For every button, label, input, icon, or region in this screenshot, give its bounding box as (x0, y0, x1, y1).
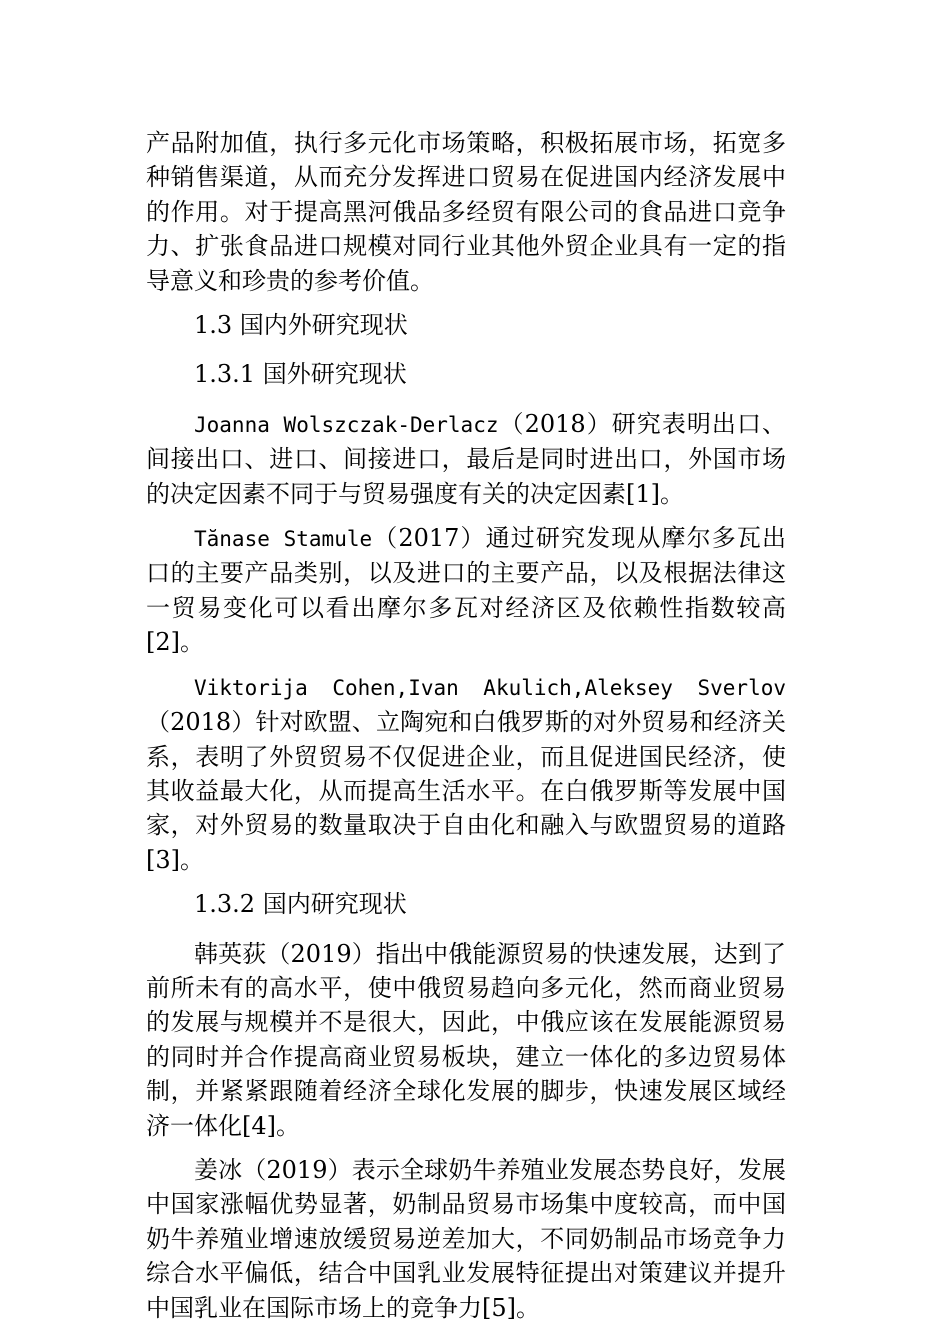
domestic-paragraph-1: 韩英荻（2019）指出中俄能源贸易的快速发展，达到了前所未有的高水平，使中俄贸易趋向多元化，然而商业贸易的发展与规模并不是很大，因此，中俄应该在发展能源贸易的同时并合作提高商业贸易板块，建立一体化的多边贸易体制，并紧紧跟随着经济全球化发展的脚步，快速发展区域经济一体化[4]。 (146, 939, 786, 1140)
paragraph-text: （2018）针对欧盟、立陶宛和白俄罗斯的对外贸易和经济关系，表明了外贸贸易不仅促进企业，而且促进国民经济，使其收益最大化，从而提高生活水平。在白俄罗斯等发展中国家，对外贸易的数量取决于自由化和融入与欧盟贸易的道路[3]。 (146, 708, 786, 874)
foreign-paragraph-1 (146, 407, 786, 511)
document-page (146, 126, 786, 1335)
author-name: Joanna Wolszczak-Derlacz (194, 412, 499, 437)
subsection-heading-foreign: 1.3.1 国外研究现状 (194, 360, 407, 389)
author-name: Viktorija Cohen,Ivan Akulich,Aleksey Sverlov (194, 675, 786, 700)
foreign-paragraph-2 (146, 521, 786, 660)
paragraph-text: （2018）研究表明出口、间接出口、进口、间接进口，最后是同时进出口，外国市场的决定因素不同于与贸易强度有关的决定因素[1]。 (146, 409, 787, 508)
subsection-heading-domestic: 1.3.2 国内研究现状 (194, 890, 407, 919)
intro-paragraph: 产品附加值，执行多元化市场策略，积极拓展市场，拓宽多种销售渠道，从而充分发挥进口贸易在促进国内经济发展中的作用。对于提高黑河俄品多经贸有限公司的食品进口竞争力、扩张食品进口规模对同行业其他外贸企业具有一定的指导意义和珍贵的参考价值。 (146, 129, 786, 295)
paragraph-text: （2017）通过研究发现从摩尔多瓦出口的主要产品类别，以及进口的主要产品，以及根据法律这一贸易变化可以看出摩尔多瓦对经济区及依赖性指数较高[2]。 (146, 524, 786, 657)
section-heading-research-status: 1.3 国内外研究现状 (194, 311, 408, 340)
domestic-paragraph-2: 姜冰（2019）表示全球奶牛养殖业发展态势良好，发展中国家涨幅优势显著，奶制品贸易市场集中度较高，而中国奶牛养殖业增速放缓贸易逆差加大，不同奶制品市场竞争力综合水平偏低，结合中国乳业发展特征提出对策建议并提升中国乳业在国际市场上的竞争力[5]。 (146, 1155, 786, 1322)
foreign-paragraph-3 (146, 670, 786, 877)
author-name: Tănase Stamule (194, 527, 373, 552)
